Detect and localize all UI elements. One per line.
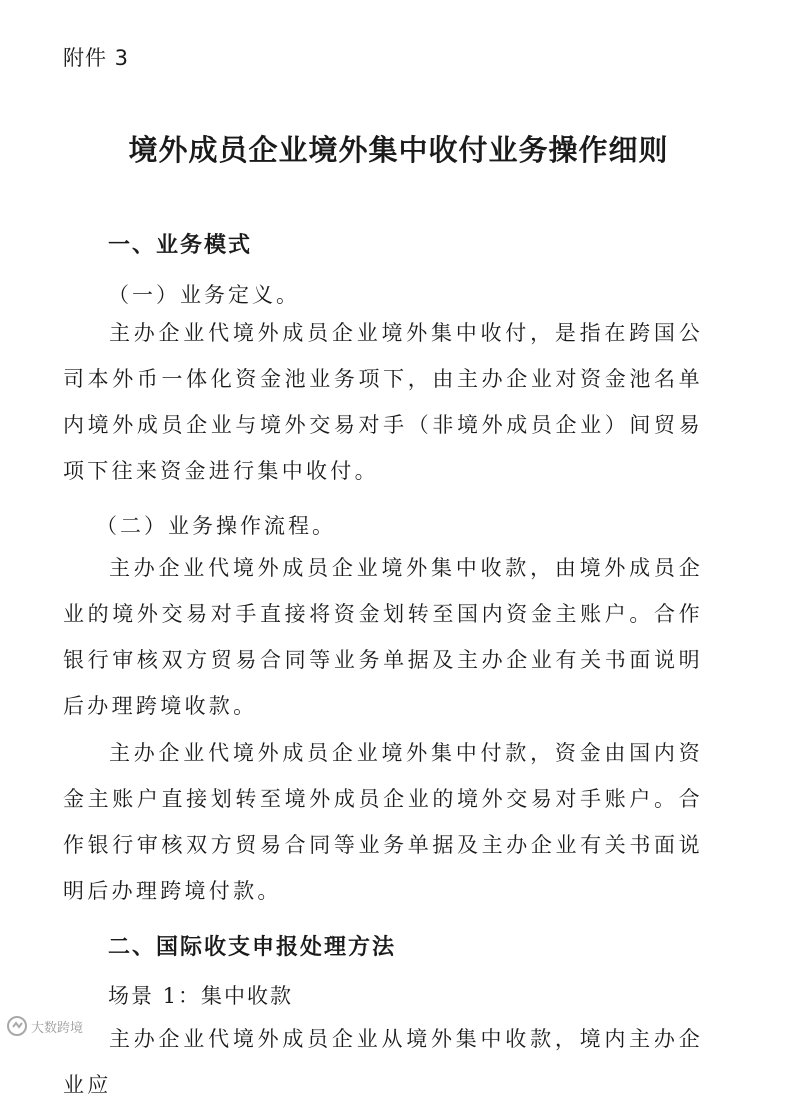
payment-process-paragraph: 主办企业代境外成员企业境外集中付款，资金由国内资金主账户直接划转至境外成员企业的境外交易对手账户。合作银行审核双方贸易合同等业务单据及主办企业有关书面说明后办理跨境付款。 [63,741,703,903]
section-1-subheading-process: （二）业务操作流程。 [96,514,336,538]
section-1-subheading-definition: （一）业务定义。 [108,283,300,307]
section-2-heading: 二、国际收支申报处理方法 [108,935,397,960]
watermark [6,1015,83,1037]
brand-logo-icon [6,1015,28,1037]
watermark-text: 大数跨境 [31,1020,84,1036]
attachment-label: 附件 3 [63,46,130,70]
scene-1-paragraph-partial: 主办企业代境外成员企业从境外集中收款，境内主办企业应 [63,1027,703,1097]
definition-paragraph: 主办企业代境外成员企业境外集中收付，是指在跨国公司本外币一体化资金池业务项下，由主办企业对资金池名单内境外成员企业与境外交易对手（非境外成员企业）间贸易项下往来资金进行集中收付。 [63,321,703,483]
scene-1-heading: 场景 1：集中收款 [108,984,294,1008]
section-1-heading: 一、业务模式 [108,233,253,258]
document-title: 境外成员企业境外集中收付业务操作细则 [128,133,669,167]
collection-process-paragraph: 主办企业代境外成员企业境外集中收款，由境外成员企业的境外交易对手直接将资金划转至国内资金主账户。合作银行审核双方贸易合同等业务单据及主办企业有关书面说明后办理跨境收款。 [63,556,703,718]
